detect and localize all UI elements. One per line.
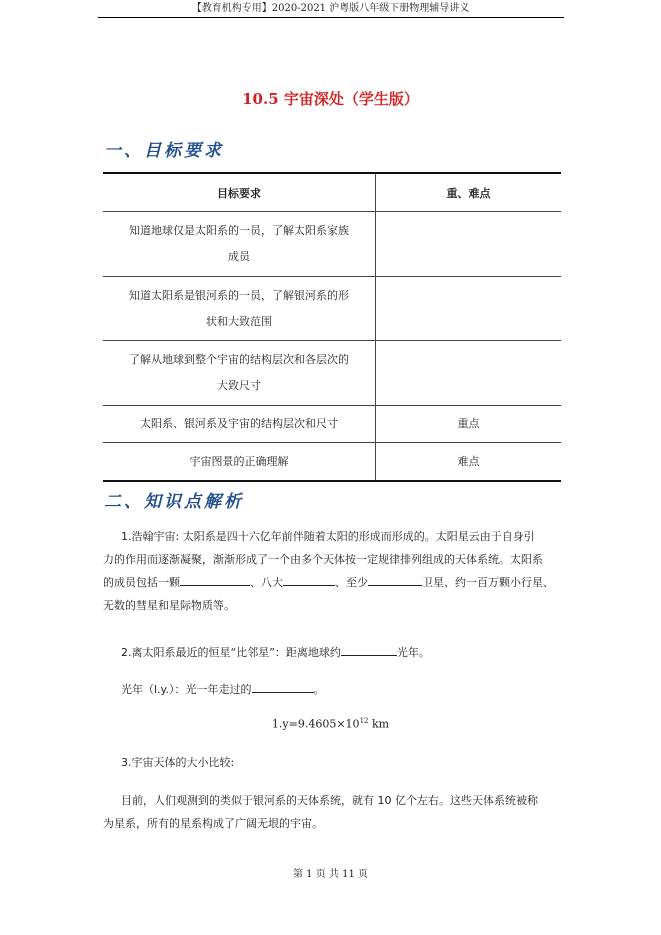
goal-text-line: 成员 [228,250,250,263]
level-cell [376,341,562,406]
goal-cell [103,212,376,277]
paragraph-universe [103,525,561,617]
text-fragment: 的成员包括一颗 [103,576,180,589]
table-row [103,277,561,341]
goals-table [103,172,561,482]
fill-blank[interactable] [283,573,335,586]
paragraph-galaxies [103,789,561,835]
goal-text-line: 知道地球仅是太阳系的一员，了解太阳系家族 [129,224,349,237]
header-rule [98,17,564,18]
text-fragment: 卫星、约一百万颗小行星、 [422,576,554,589]
text-line: 为星系，所有的星系构成了广阔无垠的宇宙。 [103,817,323,830]
goal-cell: 太阳系、银河系及宇宙的结构层次和尺寸 [103,406,376,443]
text-fragment: 、八大 [250,576,283,589]
document-title: 10.5 宇宙深处（学生版） [242,90,419,108]
text-line: 目前，人们观测到的类似于银河系的天体系统，就有 10 亿个左右。这些天体系统被称 [121,794,538,807]
text-line: 力的作用而逐渐凝聚，渐渐形成了一个由多个天体按一定规律排列组成的天体系统。太阳系 [103,553,543,566]
goal-text-line: 知道太阳系是银河系的一员，了解银河系的形 [129,288,349,302]
fill-blank[interactable] [252,680,314,693]
paragraph-light-year [103,678,561,701]
column-header-goal: 目标要求 [103,173,376,212]
text-fragment: 2.离太阳系最近的恒星“比邻星”：距离地球约 [121,646,341,659]
goal-text-line: 了解从地球到整个宇宙的结构层次和各层次的 [129,353,349,366]
goal-cell [103,341,376,406]
paragraph-comparison: 3.宇宙天体的大小比较: [121,756,235,769]
level-cell: 重点 [376,406,562,443]
text-fragment: 光年。 [396,646,430,659]
goal-cell: 宇宙图景的正确理解 [103,443,376,482]
fill-blank[interactable] [341,643,397,656]
text-line [103,571,561,594]
text-fragment: 光年（l.y.）：光一年走过的 [121,683,252,696]
goal-text-line: 状和大致范围 [206,314,272,328]
section-heading-knowledge: 二、知识点解析 [104,492,244,512]
paragraph-proxima [103,641,561,664]
table-row [103,443,561,482]
level-cell [376,277,562,341]
text-line: 无数的彗星和星际物质等。 [103,599,235,612]
level-cell [376,212,562,277]
page-header: 【教育机构专用】2020-2021 沪粤版八年级下册物理辅导讲义 [191,3,470,14]
text-fragment: 、至少 [335,576,368,589]
level-cell: 难点 [376,443,562,482]
fill-blank[interactable] [368,573,422,586]
table-row [103,406,561,443]
column-header-level: 重、难点 [376,173,562,212]
page-footer: 第 1 页 共 11 页 [293,869,368,880]
section-heading-goals: 一、目标要求 [104,141,224,161]
goal-cell [103,277,376,341]
fill-blank[interactable] [180,573,250,586]
table-header-row [103,173,561,212]
light-year-formula: $1.y=9.4605\times 10^{12}$ km [271,717,390,731]
goal-text-line: 大致尺寸 [217,379,261,392]
text-fragment: 。 [313,683,325,696]
table-row [103,341,561,406]
text-line: 1.浩翰宇宙: 太阳系是四十六亿年前伴随着太阳的形成而形成的。太阳星云由于自身引 [121,530,535,543]
table-row [103,212,561,277]
